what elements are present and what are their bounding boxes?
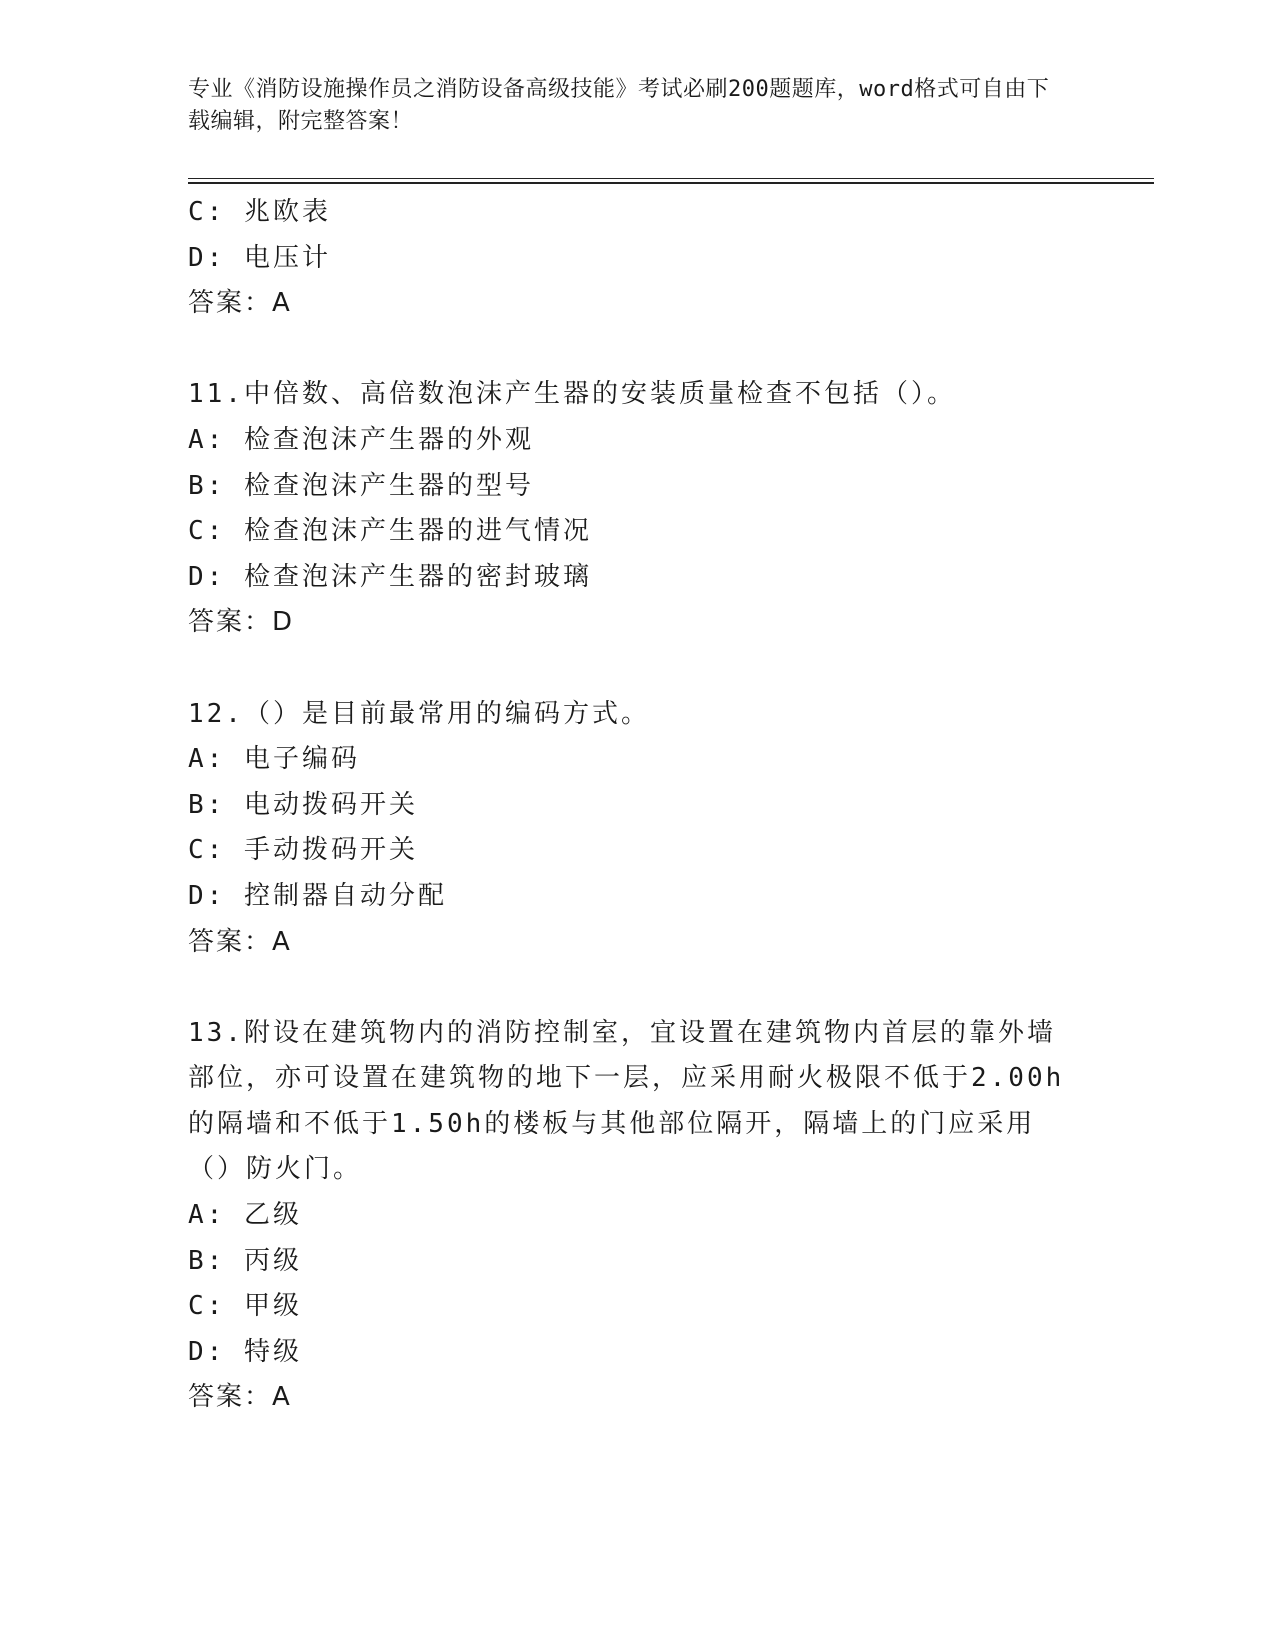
answer-line: 答案：D <box>188 607 295 638</box>
question-11 <box>188 372 1088 646</box>
option-c: C: 检查泡沫产生器的进气情况 <box>188 516 592 547</box>
option-c: C: 甲级 <box>188 1291 302 1322</box>
header-divider-bottom <box>188 182 1154 184</box>
question-stem: 11.中倍数、高倍数泡沫产生器的安装质量检查不包括（）。 <box>188 379 956 410</box>
answer-line: 答案：A <box>188 926 292 957</box>
option-a: A: 乙级 <box>188 1200 302 1231</box>
answer-line: 答案：A <box>188 1382 292 1413</box>
option-a: A: 检查泡沫产生器的外观 <box>188 424 534 455</box>
option-d: D: 检查泡沫产生器的密封玻璃 <box>188 561 592 592</box>
option-d: D: 电压计 <box>188 242 331 273</box>
question-list <box>188 190 1088 1421</box>
option-d: D: 特级 <box>188 1336 302 1367</box>
option-c: C: 手动拨码开关 <box>188 835 418 866</box>
option-c: C: 兆欧表 <box>188 197 331 227</box>
question-stem: 13.附设在建筑物内的消防控制室，宜设置在建筑物内首层的靠外墙部位，亦可设置在建筑物的地下一层，应采用耐火极限不低于2.00h的隔墙和不低于1.50h的楼板与其他部位隔开，隔墙上的门应采用（）防火门。 <box>188 1017 1065 1185</box>
option-a: A: 电子编码 <box>188 744 360 775</box>
answer-line: 答案：A <box>188 288 292 319</box>
prev-question-tail <box>188 190 1088 327</box>
question-13 <box>188 1011 1088 1421</box>
question-12 <box>188 692 1088 966</box>
option-b: B: 检查泡沫产生器的型号 <box>188 470 534 501</box>
page-header: 专业《消防设施操作员之消防设备高级技能》考试必刷200题题库，word格式可自由下载编辑，附完整答案！ <box>188 77 1050 134</box>
header-divider-top <box>188 178 1154 179</box>
question-stem: 12.（）是目前最常用的编码方式。 <box>188 698 650 729</box>
option-d: D: 控制器自动分配 <box>188 880 447 911</box>
option-b: B: 丙级 <box>188 1245 302 1276</box>
option-b: B: 电动拨码开关 <box>188 789 418 820</box>
